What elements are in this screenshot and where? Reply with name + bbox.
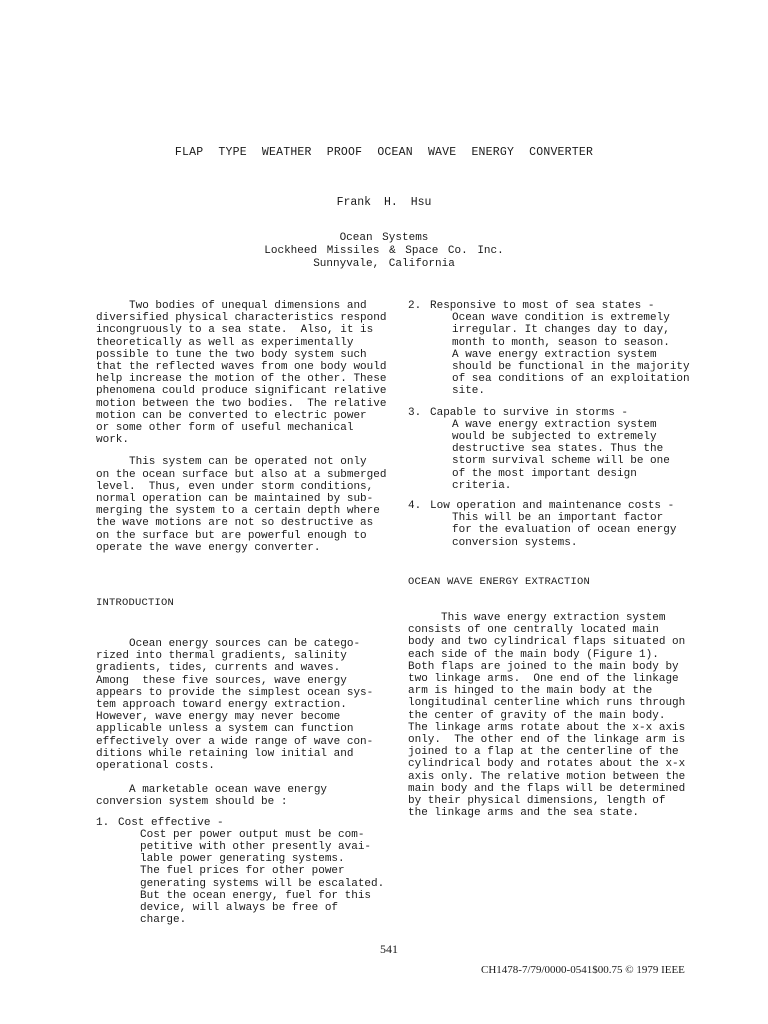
- requirement-body: A wave energy extraction system would be subjected to extremely destructive sea states. Thus the storm survival scheme will be one of the most important design criteria.: [452, 418, 670, 492]
- requirement-item: [408, 407, 708, 492]
- requirement-head: Low operation and maintenance costs -: [430, 500, 675, 513]
- affiliation-line: Ocean Systems: [339, 232, 429, 244]
- requirement-body: Cost per power output must be com- petitive with other presently avai- lable power generating systems. The fuel prices for other power generating systems will be escalated. But the ocean energy, fuel for this device, will always be free of charge.: [140, 828, 385, 927]
- affiliation: [0, 232, 768, 271]
- requirement-head: Capable to survive in storms -: [430, 406, 629, 419]
- requirement-item: [408, 300, 708, 398]
- requirement-number: 1.: [96, 816, 110, 829]
- author-name: Frank H. Hsu: [336, 196, 432, 209]
- introduction-paragraph: Ocean energy sources can be catego- rized into thermal gradients, salinity gradients, tides, currents and waves. Among these five sources, wave energy appears to provide the simplest ocean sys- tem approach toward energy extraction. However, wave energy may never become applicable unless a system can function effectively over a wide range of wave con- ditions while retaining low initial and operational costs.: [96, 638, 374, 773]
- requirement-body: Ocean wave condition is extremely irregular. It changes day to day, month to month, season to season. A wave energy extraction system should be functional in the majority of sea conditions of an exploitation site.: [452, 312, 690, 398]
- abstract-paragraph: This system can be operated not only on the ocean surface but also at a submerged level. Thus, even under storm conditions, normal operation can be maintained by sub- merging the system to a certain depth where the wave motions are not so destructive as on the surface but are powerful enough to operate the wave energy converter.: [96, 456, 387, 554]
- section-heading-extraction: OCEAN WAVE ENERGY EXTRACTION: [408, 576, 591, 588]
- introduction-body: [96, 638, 396, 926]
- requirement-number: 4.: [408, 500, 422, 513]
- requirement-item: [96, 817, 396, 927]
- requirement-number: 2.: [408, 300, 422, 312]
- copyright-footer: CH1478-7/79/0000-0541$00.75 © 1979 IEEE: [481, 964, 685, 976]
- requirement-head: Responsive to most of sea states -: [430, 300, 655, 312]
- page-number: 541: [380, 942, 398, 956]
- requirement-head: Cost effective -: [118, 816, 224, 829]
- requirements-list: [408, 300, 708, 549]
- affiliation-line: Sunnyvale, California: [313, 258, 455, 270]
- abstract: [96, 300, 396, 554]
- abstract-paragraph: Two bodies of unequal dimensions and diversified physical characteristics respond incongruously to a sea state. Also, it is theoretically as well as experimentally possible to tune the two body system such that the reflected waves from one body would help increase the motion of the other. These phenomena could produce significant relative motion between the two bodies. The relative motion can be converted to electric power or some other form of useful mechanical work.: [96, 300, 387, 447]
- affiliation-line: Lockheed Missiles & Space Co. Inc.: [264, 245, 504, 257]
- extraction-body: [408, 612, 708, 819]
- requirement-item: [408, 500, 708, 549]
- requirement-body: This will be an important factor for the evaluation of ocean energy conversion systems.: [452, 512, 677, 549]
- paper-title: FLAP TYPE WEATHER PROOF OCEAN WAVE ENERGY CONVERTER: [174, 146, 594, 159]
- extraction-paragraph: This wave energy extraction system consists of one centrally located main body and two cylindrical flaps situated on each side of the main body (Figure 1). Both flaps are joined to the main body by two linkage arms. One end of the linkage arm is hinged to the main body at the longitudinal centerline which runs through the center of gravity of the main body. The linkage arms rotate about the x-x axis only. The other end of the linkage arm is joined to a flap at the centerline of the cylindrical body and rotates about the x-x axis only. The relative motion between the main body and the flaps will be determined by their physical dimensions, length of the linkage arms and the sea state.: [408, 612, 686, 820]
- requirement-number: 3.: [408, 406, 422, 419]
- introduction-paragraph: A marketable ocean wave energy conversion system should be :: [96, 784, 328, 809]
- section-heading-introduction: INTRODUCTION: [96, 597, 175, 609]
